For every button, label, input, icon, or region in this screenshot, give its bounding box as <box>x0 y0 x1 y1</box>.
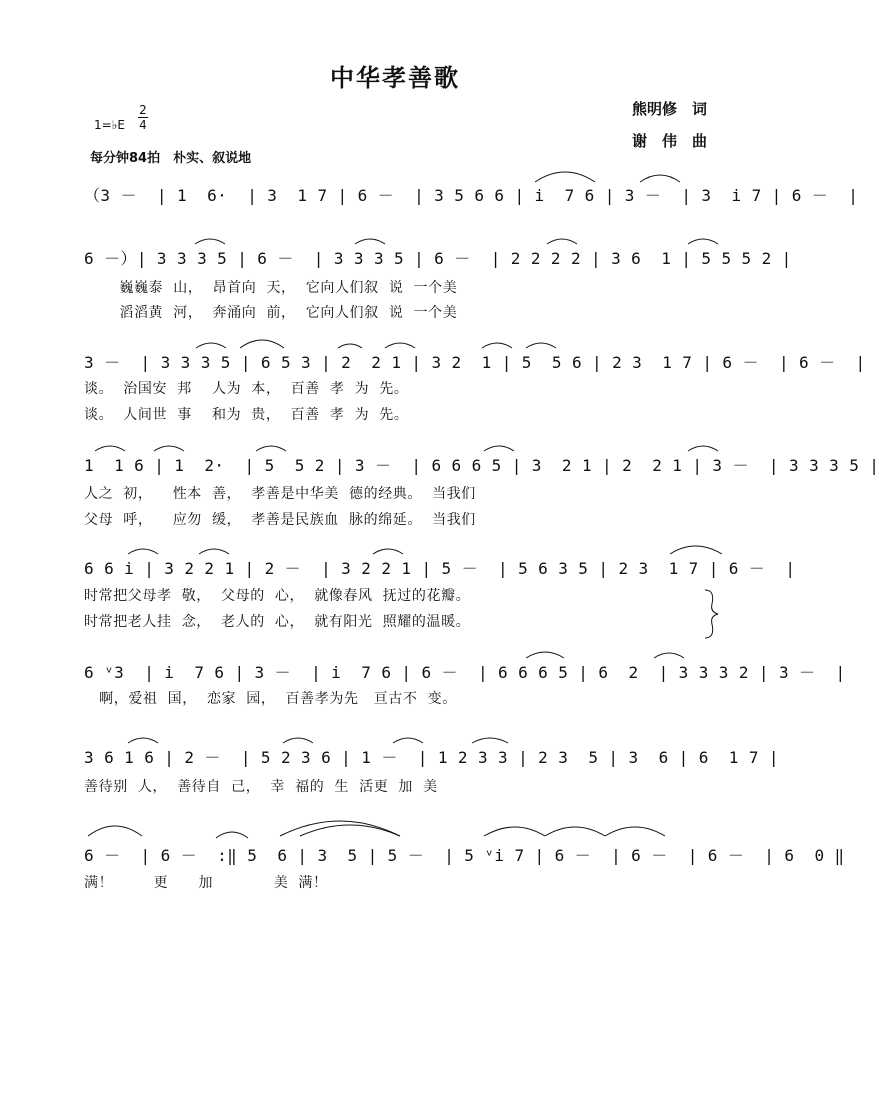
slur <box>670 546 722 554</box>
slur <box>128 738 158 743</box>
slur <box>393 738 423 743</box>
slur <box>195 239 225 244</box>
lyric-line-2-verse-1: 巍巍泰 山， 昂首向 天， 它向人们叙 说 一个美 <box>84 280 458 296</box>
slur <box>654 653 684 658</box>
slur <box>385 343 415 348</box>
slur <box>688 239 718 244</box>
lyricist-credit: 熊明修 词 <box>632 100 708 118</box>
tempo-marking: 每分钟84拍 朴实、叙说地 <box>90 151 252 166</box>
meter-bottom: 4 <box>139 118 147 132</box>
slur <box>283 738 313 743</box>
slur <box>300 825 400 836</box>
time-signature <box>138 104 148 131</box>
lyric-line-7: 善待别 人， 善待自 己， 幸 福的 生 活更 加 美 <box>84 779 438 795</box>
slur <box>605 827 665 836</box>
slur <box>338 344 362 348</box>
slur <box>196 343 226 348</box>
slur <box>199 549 229 554</box>
score-line-1: （3 － | 1 6· | 3 1 7 | 6 － | 3 5 6 6 | i 7 6 | 3 － | 3 i 7 | 6 － | <box>84 186 859 205</box>
slur <box>482 343 512 348</box>
slur <box>545 827 605 836</box>
slur <box>95 446 125 451</box>
lyric-line-4-verse-2: 父母 呼， 应勿 缓， 孝善是民族血 脉的绵延。 当我们 <box>84 512 476 528</box>
slur <box>88 826 142 836</box>
composer-credit: 谢 伟 曲 <box>632 132 708 150</box>
lyric-line-3-verse-2: 谈。 人间世 事 和为 贵， 百善 孝 为 先。 <box>84 407 409 423</box>
slur <box>484 827 545 836</box>
slur <box>154 446 184 451</box>
key-label: 1=♭E <box>94 118 125 132</box>
slur <box>547 239 577 244</box>
slur <box>535 172 595 182</box>
slur <box>472 738 508 743</box>
score-line-5: 6 6 i | 3 2 2 1 | 2 － | 3 2 2 1 | 5 － | 5 6 3 5 | 2 3 1 7 | 6 － | <box>84 559 796 578</box>
score-line-7: 3 6 1 6 | 2 － | 5 2 3 6 | 1 － | 1 2 3 3 | 2 3 5 | 3 6 | 6 1 7 | <box>84 748 779 767</box>
slur <box>280 821 400 836</box>
slur <box>256 446 286 451</box>
lyric-line-5-verse-2: 时常把老人挂 念， 老人的 心， 就有阳光 照耀的温暖。 <box>84 614 471 630</box>
slur <box>526 652 564 658</box>
slur <box>526 343 556 348</box>
score-line-2: 6 －）| 3 3 3 5 | 6 － | 3 3 3 5 | 6 － | 2 2 2 2 | 3 6 1 | 5 5 5 2 | <box>84 249 792 268</box>
slur <box>240 340 284 348</box>
lyric-line-8: 满！ 更 加 美 满！ <box>84 875 328 891</box>
slur <box>216 832 248 838</box>
lyric-line-2-verse-2: 滔滔黄 河， 奔涌向 前， 它向人们叙 说 一个美 <box>84 305 458 321</box>
lyric-line-3-verse-1: 谈。 治国安 邦 人为 本， 百善 孝 为 先。 <box>84 381 409 397</box>
score-line-4: 1 1 6 | 1 2· | 5 5 2 | 3 － | 6 6 6 5 | 3 2 1 | 2 2 1 | 3 － | 3 3 3 5 | <box>84 456 879 475</box>
score-line-3: 3 － | 3 3 3 5 | 6 5 3 | 2 2 1 | 3 2 1 | 5 5 6 | 2 3 1 7 | 6 － | 6 － | <box>84 353 866 372</box>
song-title: 中华孝善歌 <box>330 64 460 92</box>
meter-top: 2 <box>139 103 147 117</box>
lyric-line-6: 啊，爱祖 国， 恋家 园， 百善孝为先 亘古不 变。 <box>84 691 457 707</box>
key-signature <box>94 118 125 132</box>
lyric-line-5-verse-1: 时常把父母孝 敬， 父母的 心， 就像春风 抚过的花瓣。 <box>84 588 471 604</box>
slur <box>484 446 514 451</box>
score-line-6: 6 ᵛ3 | i 7 6 | 3 － | i 7 6 | 6 － | 6 6 6 5 | 6 2 | 3 3 3 2 | 3 － | <box>84 663 846 682</box>
lyric-line-4-verse-1: 人之 初， 性本 善， 孝善是中华美 德的经典。 当我们 <box>84 486 476 502</box>
slur <box>640 175 680 182</box>
slur <box>688 446 718 451</box>
score-line-8: 6 － | 6 － :‖ 5 6 | 3 5 | 5 － | 5 ᵛi 7 | 6 － | 6 － | 6 － | 6 0 ‖ <box>84 846 845 865</box>
slur <box>373 549 403 554</box>
slur <box>128 549 158 554</box>
slur <box>355 239 385 244</box>
